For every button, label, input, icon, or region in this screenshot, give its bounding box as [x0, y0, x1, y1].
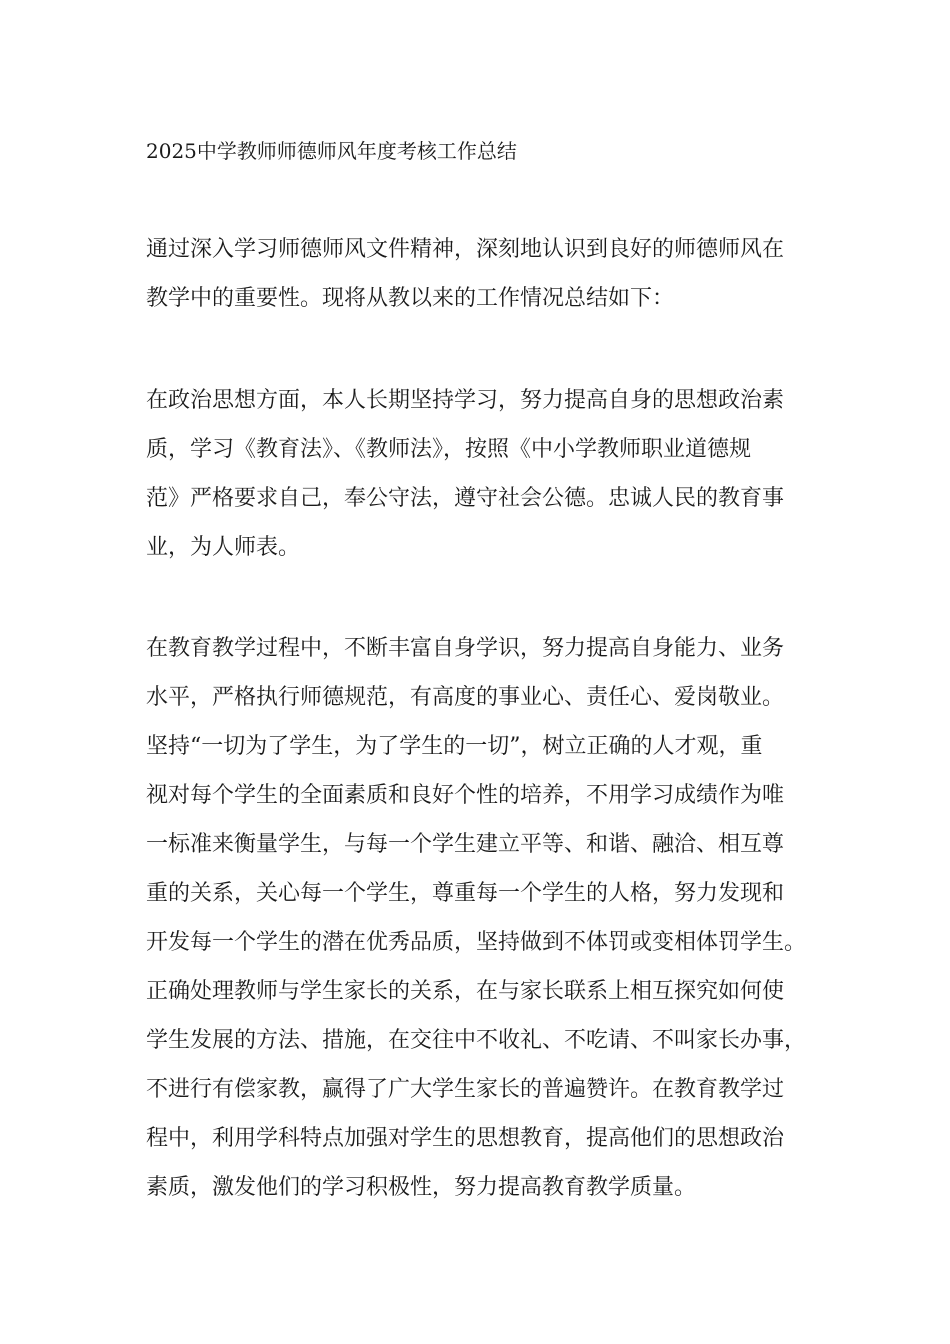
text-line: 水平，严格执行师德规范，有高度的事业心、责任心、爱岗敬业。	[146, 685, 785, 710]
text-line: 在政治思想方面，本人长期坚持学习，努力提高自身的思想政治素	[146, 388, 785, 413]
text-line: 视对每个学生的全面素质和良好个性的培养，不用学习成绩作为唯	[146, 783, 785, 808]
text-line: 范》严格要求自己，奉公守法，遵守社会公德。忠诚人民的教育事	[146, 486, 785, 511]
text-line: 正确处理教师与学生家长的关系，在与家长联系上相互探究如何使	[146, 979, 785, 1004]
document-title: 2025中学教师师德师风年度考核工作总结	[146, 139, 517, 163]
text-line: 在教育教学过程中，不断丰富自身学识，努力提高自身能力、业务	[146, 636, 785, 661]
text-line: 一标准来衡量学生，与每一个学生建立平等、和谐、融洽、相互尊	[146, 832, 785, 857]
text-line: 业，为人师表。	[146, 535, 301, 560]
text-line: 重的关系，关心每一个学生，尊重每一个学生的人格，努力发现和	[146, 881, 785, 906]
text-line: 学生发展的方法、措施，在交往中不收礼、不吃请、不叫家长办事，	[146, 1028, 807, 1053]
text-line: 坚持“一切为了学生，为了学生的一切”，树立正确的人才观，重	[146, 734, 763, 759]
text-line: 不进行有偿家教，赢得了广大学生家长的普遍赞许。在教育教学过	[146, 1077, 785, 1102]
text-line: 教学中的重要性。现将从教以来的工作情况总结如下：	[146, 286, 675, 311]
text-line: 质，学习《教育法》、《教师法》，按照《中小学教师职业道德规	[146, 437, 752, 462]
text-line: 程中，利用学科特点加强对学生的思想教育，提高他们的思想政治	[146, 1126, 785, 1151]
paragraph-political-thought	[146, 376, 846, 572]
text-line: 开发每一个学生的潜在优秀品质，坚持做到不体罚或变相体罚学生。	[146, 930, 807, 955]
paragraph-teaching-process	[146, 624, 846, 1212]
paragraph-intro	[146, 225, 846, 323]
text-line: 素质，激发他们的学习积极性，努力提高教育教学质量。	[146, 1175, 697, 1200]
text-line: 通过深入学习师德师风文件精神，深刻地认识到良好的师德师风在	[146, 237, 785, 262]
